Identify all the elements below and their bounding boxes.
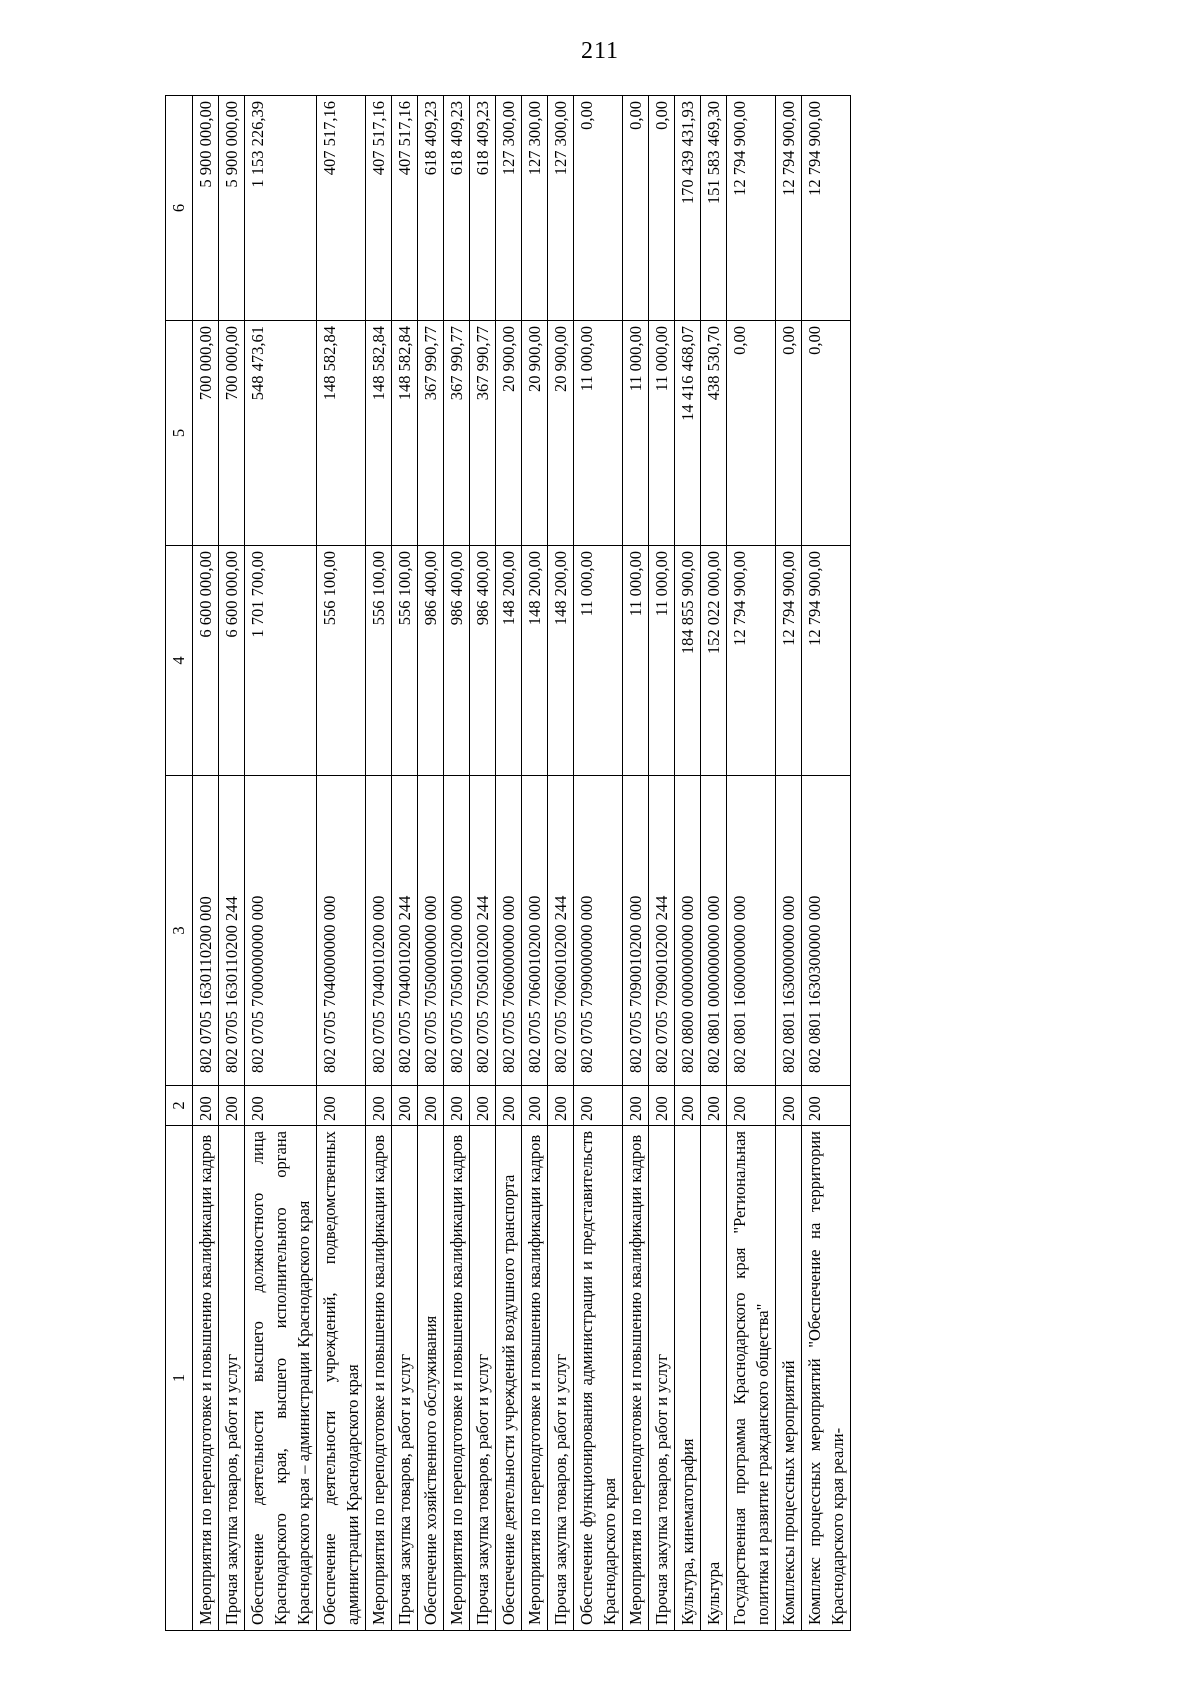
- row-remaining-amount-cell: 127 300,00: [496, 96, 522, 321]
- row-budget-code-cell: 802 0800 0000000000 000: [675, 776, 701, 1086]
- row-remaining-amount-cell: 5 900 000,00: [193, 96, 219, 321]
- row-name-cell: Культура, кинематография: [675, 1126, 701, 1631]
- row-remaining-amount-cell: 12 794 900,00: [776, 96, 802, 321]
- row-name-cell: Прочая закупка товаров, работ и услуг: [219, 1126, 245, 1631]
- row-budget-code-cell: 802 0705 1630110200 244: [219, 776, 245, 1086]
- row-name-cell: Обеспечение хозяйственного обслуживания: [418, 1126, 444, 1631]
- row-remaining-amount-cell: 618 409,23: [470, 96, 496, 321]
- table-row: [418, 96, 444, 1631]
- row-admin-code-cell: 200: [574, 1086, 623, 1126]
- row-budget-code-cell: 802 0801 1630000000 000: [776, 776, 802, 1086]
- table-row: [727, 96, 776, 1631]
- row-admin-code-cell: 200: [649, 1086, 675, 1126]
- row-remaining-amount-cell: 5 900 000,00: [219, 96, 245, 321]
- table-row: [701, 96, 727, 1631]
- row-budget-code-cell: 802 0705 7040010200 000: [366, 776, 392, 1086]
- column-header-3: 3: [166, 776, 193, 1086]
- row-budget-code-cell: 802 0705 7060010200 000: [522, 776, 548, 1086]
- table-row: [219, 96, 245, 1631]
- row-admin-code-cell: 200: [470, 1086, 496, 1126]
- column-header-1: 1: [166, 1126, 193, 1631]
- row-admin-code-cell: 200: [522, 1086, 548, 1126]
- rotated-table-area: [165, 96, 1100, 1631]
- table-row: [649, 96, 675, 1631]
- row-name-cell: Обеспечение деятельности учреждений воздушного транспорта: [496, 1126, 522, 1631]
- table-row: [317, 96, 366, 1631]
- page-number: 211: [580, 38, 620, 64]
- row-planned-amount-cell: 556 100,00: [392, 546, 418, 776]
- row-admin-code-cell: 200: [392, 1086, 418, 1126]
- row-planned-amount-cell: 556 100,00: [366, 546, 392, 776]
- row-admin-code-cell: 200: [496, 1086, 522, 1126]
- row-executed-amount-cell: 0,00: [802, 321, 851, 546]
- row-executed-amount-cell: 700 000,00: [193, 321, 219, 546]
- row-executed-amount-cell: 700 000,00: [219, 321, 245, 546]
- table-row: [548, 96, 574, 1631]
- row-admin-code-cell: 200: [727, 1086, 776, 1126]
- table-row: [675, 96, 701, 1631]
- row-executed-amount-cell: 11 000,00: [649, 321, 675, 546]
- row-remaining-amount-cell: 407 517,16: [317, 96, 366, 321]
- row-admin-code-cell: 200: [623, 1086, 649, 1126]
- row-budget-code-cell: 802 0801 1600000000 000: [727, 776, 776, 1086]
- row-planned-amount-cell: 12 794 900,00: [802, 546, 851, 776]
- row-name-cell: Государственная программа Краснодарского края "Региональная политика и развитие гражданского общества": [727, 1126, 776, 1631]
- table-row: [522, 96, 548, 1631]
- table-row: [193, 96, 219, 1631]
- row-name-cell: Комплексы процессных мероприятий: [776, 1126, 802, 1631]
- row-planned-amount-cell: 148 200,00: [522, 546, 548, 776]
- row-remaining-amount-cell: 618 409,23: [444, 96, 470, 321]
- row-budget-code-cell: 802 0801 1630300000 000: [802, 776, 851, 1086]
- row-budget-code-cell: 802 0705 7060010200 244: [548, 776, 574, 1086]
- row-remaining-amount-cell: 12 794 900,00: [802, 96, 851, 321]
- row-executed-amount-cell: 148 582,84: [392, 321, 418, 546]
- row-remaining-amount-cell: 407 517,16: [392, 96, 418, 321]
- row-budget-code-cell: 802 0705 7090000000 000: [574, 776, 623, 1086]
- row-budget-code-cell: 802 0705 7090010200 244: [649, 776, 675, 1086]
- column-header-5: 5: [166, 321, 193, 546]
- row-budget-code-cell: 802 0705 7050010200 244: [470, 776, 496, 1086]
- row-admin-code-cell: 200: [776, 1086, 802, 1126]
- row-planned-amount-cell: 1 701 700,00: [245, 546, 317, 776]
- rotated-table-wrapper: [165, 96, 1100, 1631]
- row-executed-amount-cell: 148 582,84: [366, 321, 392, 546]
- table-row: [392, 96, 418, 1631]
- row-planned-amount-cell: 556 100,00: [317, 546, 366, 776]
- row-budget-code-cell: 802 0705 7060000000 000: [496, 776, 522, 1086]
- row-budget-code-cell: 802 0801 0000000000 000: [701, 776, 727, 1086]
- row-budget-code-cell: 802 0705 7040010200 244: [392, 776, 418, 1086]
- row-executed-amount-cell: 367 990,77: [470, 321, 496, 546]
- row-admin-code-cell: 200: [548, 1086, 574, 1126]
- row-name-cell: Обеспечение деятельности учреждений, подведомственных администрации Краснодарского края: [317, 1126, 366, 1631]
- row-admin-code-cell: 200: [366, 1086, 392, 1126]
- row-admin-code-cell: 200: [444, 1086, 470, 1126]
- table-row: [470, 96, 496, 1631]
- row-remaining-amount-cell: 170 439 431,93: [675, 96, 701, 321]
- row-remaining-amount-cell: 151 583 469,30: [701, 96, 727, 321]
- row-planned-amount-cell: 986 400,00: [470, 546, 496, 776]
- row-name-cell: Мероприятия по переподготовке и повышению квалификации кадров: [444, 1126, 470, 1631]
- row-admin-code-cell: 200: [701, 1086, 727, 1126]
- row-admin-code-cell: 200: [219, 1086, 245, 1126]
- row-name-cell: Комплекс процессных мероприятий "Обеспечение на территории Краснодарского края реали-: [802, 1126, 851, 1631]
- row-executed-amount-cell: 20 900,00: [548, 321, 574, 546]
- row-name-cell: Прочая закупка товаров, работ и услуг: [548, 1126, 574, 1631]
- row-planned-amount-cell: 11 000,00: [574, 546, 623, 776]
- row-budget-code-cell: 802 0705 1630110200 000: [193, 776, 219, 1086]
- row-name-cell: Культура: [701, 1126, 727, 1631]
- column-header-2: 2: [166, 1086, 193, 1126]
- row-admin-code-cell: 200: [802, 1086, 851, 1126]
- row-name-cell: Прочая закупка товаров, работ и услуг: [470, 1126, 496, 1631]
- column-header-6: 6: [166, 96, 193, 321]
- row-remaining-amount-cell: 127 300,00: [548, 96, 574, 321]
- row-admin-code-cell: 200: [317, 1086, 366, 1126]
- row-planned-amount-cell: 986 400,00: [418, 546, 444, 776]
- table-row: [574, 96, 623, 1631]
- row-executed-amount-cell: 0,00: [727, 321, 776, 546]
- row-remaining-amount-cell: 618 409,23: [418, 96, 444, 321]
- row-planned-amount-cell: 986 400,00: [444, 546, 470, 776]
- row-executed-amount-cell: 548 473,61: [245, 321, 317, 546]
- row-name-cell: Прочая закупка товаров, работ и услуг: [649, 1126, 675, 1631]
- row-admin-code-cell: 200: [675, 1086, 701, 1126]
- row-planned-amount-cell: 12 794 900,00: [727, 546, 776, 776]
- table-row: [444, 96, 470, 1631]
- row-planned-amount-cell: 184 855 900,00: [675, 546, 701, 776]
- row-remaining-amount-cell: 12 794 900,00: [727, 96, 776, 321]
- row-name-cell: Мероприятия по переподготовке и повышению квалификации кадров: [623, 1126, 649, 1631]
- row-remaining-amount-cell: 127 300,00: [522, 96, 548, 321]
- row-planned-amount-cell: 148 200,00: [496, 546, 522, 776]
- row-remaining-amount-cell: 1 153 226,39: [245, 96, 317, 321]
- row-planned-amount-cell: 148 200,00: [548, 546, 574, 776]
- row-remaining-amount-cell: 0,00: [623, 96, 649, 321]
- row-planned-amount-cell: 12 794 900,00: [776, 546, 802, 776]
- row-executed-amount-cell: 11 000,00: [574, 321, 623, 546]
- row-budget-code-cell: 802 0705 7050010200 000: [444, 776, 470, 1086]
- row-admin-code-cell: 200: [193, 1086, 219, 1126]
- budget-table: [165, 95, 851, 1631]
- row-name-cell: Прочая закупка товаров, работ и услуг: [392, 1126, 418, 1631]
- table-row: [623, 96, 649, 1631]
- table-row: [245, 96, 317, 1631]
- column-number-row: [166, 96, 193, 1631]
- row-executed-amount-cell: 20 900,00: [496, 321, 522, 546]
- column-header-4: 4: [166, 546, 193, 776]
- row-executed-amount-cell: 367 990,77: [444, 321, 470, 546]
- row-planned-amount-cell: 11 000,00: [649, 546, 675, 776]
- row-name-cell: Обеспечение деятельности высшего должностного лица Краснодарского края, высшего исполнительного органа Краснодарского края – администрации Краснодарского края: [245, 1126, 317, 1631]
- row-admin-code-cell: 200: [418, 1086, 444, 1126]
- row-budget-code-cell: 802 0705 7040000000 000: [317, 776, 366, 1086]
- row-planned-amount-cell: 152 022 000,00: [701, 546, 727, 776]
- row-name-cell: Мероприятия по переподготовке и повышению квалификации кадров: [366, 1126, 392, 1631]
- row-planned-amount-cell: 6 600 000,00: [219, 546, 245, 776]
- row-executed-amount-cell: 20 900,00: [522, 321, 548, 546]
- table-row: [802, 96, 851, 1631]
- row-remaining-amount-cell: 0,00: [649, 96, 675, 321]
- row-executed-amount-cell: 367 990,77: [418, 321, 444, 546]
- row-executed-amount-cell: 14 416 468,07: [675, 321, 701, 546]
- row-admin-code-cell: 200: [245, 1086, 317, 1126]
- row-budget-code-cell: 802 0705 7000000000 000: [245, 776, 317, 1086]
- table-row: [366, 96, 392, 1631]
- row-executed-amount-cell: 438 530,70: [701, 321, 727, 546]
- row-name-cell: Мероприятия по переподготовке и повышению квалификации кадров: [522, 1126, 548, 1631]
- table-row: [496, 96, 522, 1631]
- row-executed-amount-cell: 11 000,00: [623, 321, 649, 546]
- row-budget-code-cell: 802 0705 7050000000 000: [418, 776, 444, 1086]
- row-executed-amount-cell: 148 582,84: [317, 321, 366, 546]
- row-planned-amount-cell: 6 600 000,00: [193, 546, 219, 776]
- table-row: [776, 96, 802, 1631]
- row-executed-amount-cell: 0,00: [776, 321, 802, 546]
- row-planned-amount-cell: 11 000,00: [623, 546, 649, 776]
- row-remaining-amount-cell: 0,00: [574, 96, 623, 321]
- row-budget-code-cell: 802 0705 7090010200 000: [623, 776, 649, 1086]
- row-remaining-amount-cell: 407 517,16: [366, 96, 392, 321]
- row-name-cell: Мероприятия по переподготовке и повышению квалификации кадров: [193, 1126, 219, 1631]
- row-name-cell: Обеспечение функционирования администрации и представительств Краснодарского края: [574, 1126, 623, 1631]
